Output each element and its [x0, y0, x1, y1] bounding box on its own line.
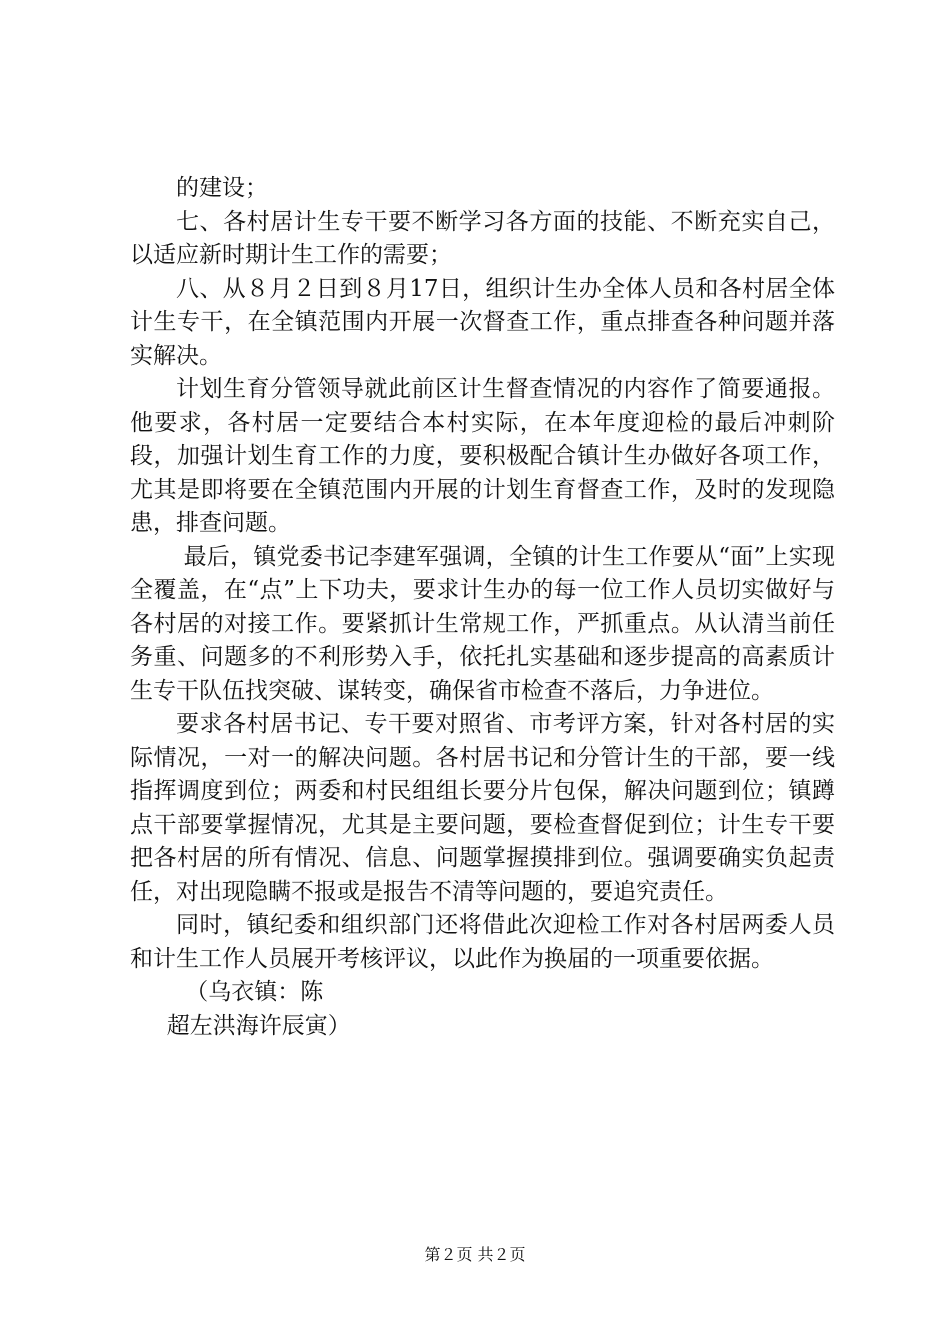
- paragraph-leader-report: 计划生育分管领导就此前区计生督查情况的内容作了简要通报。他要求，各村居一定要结合本村实际，在本年度迎检的最后冲刺阶段，加强计划生育工作的力度，要积极配合镇计生办做好各项工作，尤其是即将要在全镇范围内开展的计划生育督查工作，及时的发现隐患，排查问题。: [130, 376, 835, 536]
- paragraph-assessment: 同时，镇纪委和组织部门还将借此次迎检工作对各村居两委人员和计生工作人员展开考核评议，以此作为换届的一项重要依据。: [130, 912, 835, 972]
- paragraph-item-7: 七、各村居计生专干要不断学习各方面的技能、不断充实自己，以适应新时期计生工作的需要；: [130, 208, 835, 268]
- paragraph-continuation: 的建设；: [176, 175, 268, 201]
- document-body: [130, 172, 835, 1043]
- page-number-footer: 第２页 共２页: [424, 1245, 526, 1264]
- paragraph-secretary-emphasis: 最后，镇党委书记李建军强调，全镇的计生工作要从“面”上实现全覆盖，在“点”上下功夫，要求计生办的每一位工作人员切实做好与各村居的对接工作。要紧抓计生常规工作，严抓重点。从认清当前任务重、问题多的不利形势入手，依托扎实基础和逐步提高的高素质计生专干队伍找突破、谋转变，确保省市检查不落后，力争进位。: [130, 543, 835, 704]
- paragraph-requirements: 要求各村居书记、专干要对照省、市考评方案，针对各村居的实际情况，一对一的解决问题。各村居书记和分管计生的干部，要一线指挥调度到位；两委和村民组组长要分片包保，解决问题到位；镇蹲点干部要掌握情况，尤其是主要问题，要检查督促到位；计生专干要把各村居的所有情况、信息、问题掌握摸排到位。强调要确实负起责任，对出现隐瞒不报或是报告不清等问题的，要追究责任。: [130, 711, 835, 905]
- signature-line-1: （乌衣镇：陈: [185, 979, 324, 1005]
- paragraph-item-8: 八、从８月２日到８月17日，组织计生办全体人员和各村居全体计生专干，在全镇范围内开展一次督查工作，重点排查各种问题并落实解决。: [130, 275, 835, 369]
- signature-line-2: 超左洪海许辰寅）: [166, 1012, 351, 1039]
